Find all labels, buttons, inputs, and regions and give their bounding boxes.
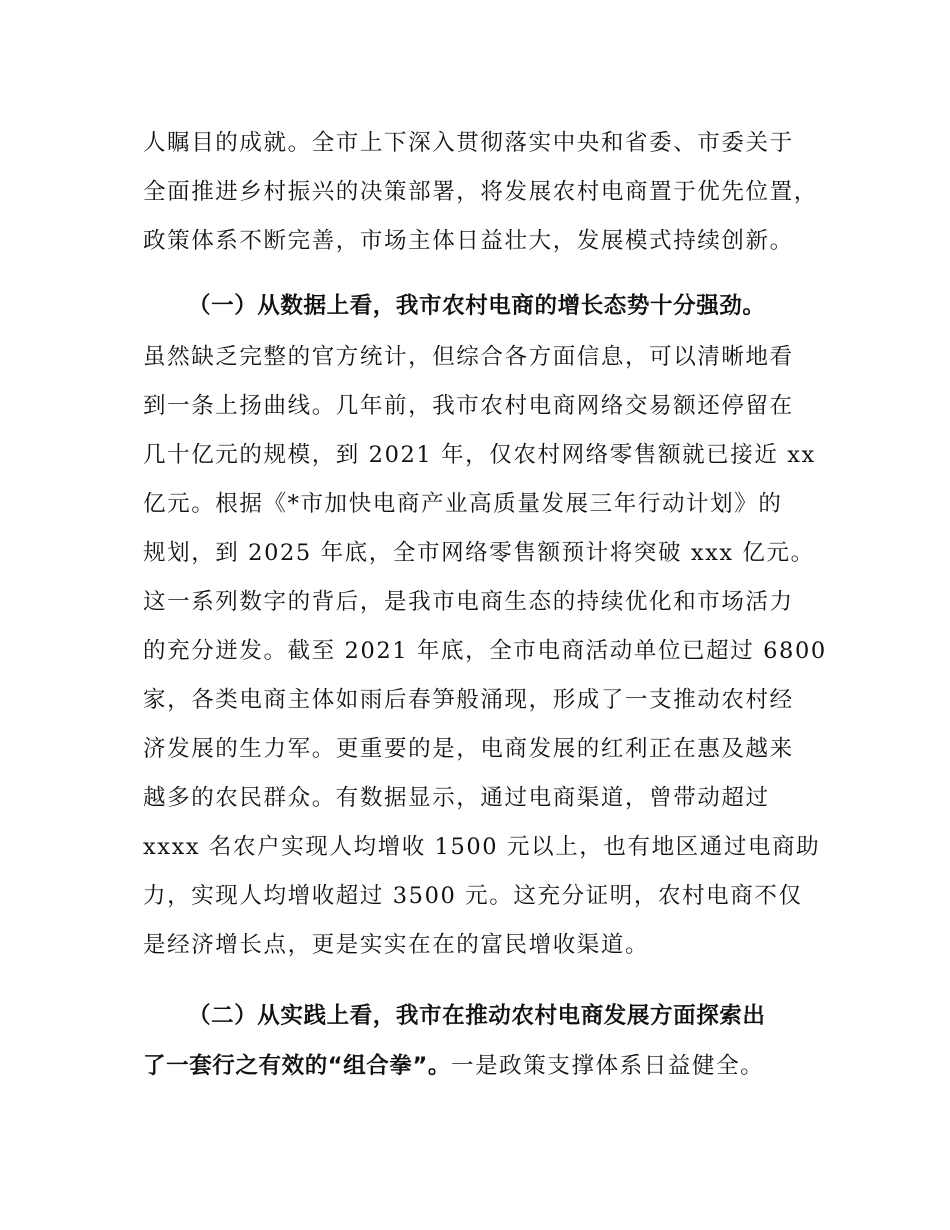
section1-line-9: 济发展的生力军。更重要的是，电商发展的红利正在惠及越来: [143, 736, 794, 762]
section1-line-7: 的充分迸发。截至 2021 年底，全市电商活动单位已超过 6800: [143, 638, 827, 664]
section1-heading: （一）从数据上看，我市农村电商的增长态势十分强劲。: [188, 293, 766, 319]
section2-first-point: 一是政策支撑体系日益健全。: [450, 1053, 765, 1079]
section1-line-10: 越多的农民群众。有数据显示，通过电商渠道，曾带动超过: [143, 785, 770, 811]
section1-line-4: 亿元。根据《*市加快电商产业高质量发展三年行动计划》的: [143, 491, 783, 517]
section1-line-6: 这一系列数字的背后，是我市电商生态的持续优化和市场活力: [143, 589, 794, 615]
section2-heading-line-2: [143, 1051, 823, 1081]
section1-line-12: 力，实现人均增收超过 3500 元。这充分证明，农村电商不仅: [143, 883, 803, 909]
section1-line-3: 几十亿元的规模，到 2021 年，仅农村网络零售额就已接近 xx: [143, 442, 816, 468]
section1-line-1: 虽然缺乏完整的官方统计，但综合各方面信息，可以清晰地看: [143, 344, 794, 370]
intro-line-2: 全面推进乡村振兴的决策部署，将发展农村电商置于优先位置，: [143, 179, 818, 205]
section1-line-8: 家，各类电商主体如雨后春笋般涌现，形成了一支推动农村经: [143, 687, 794, 713]
section1-line-5: 规划，到 2025 年底，全市网络零售额预计将突破 xxx 亿元。: [143, 540, 815, 566]
intro-line-3: 政策体系不断完善，市场主体日益壮大，发展模式持续创新。: [143, 228, 794, 254]
section1-line-13: 是经济增长点，更是实实在在的富民增收渠道。: [143, 932, 650, 958]
section2-heading-bold-part: 了一套行之有效的“组合拳”。: [143, 1053, 451, 1079]
section1-line-11: xxxx 名农户实现人均增收 1500 元以上，也有地区通过电商助: [143, 834, 821, 860]
intro-line-1: 人瞩目的成就。全市上下深入贯彻落实中央和省委、市委关于: [143, 130, 794, 156]
section1-line-2: 到一条上扬曲线。几年前，我市农村电商网络交易额还停留在: [143, 393, 794, 419]
section2-heading-line-1: （二）从实践上看，我市在推动农村电商发展方面探索出: [188, 1003, 766, 1029]
